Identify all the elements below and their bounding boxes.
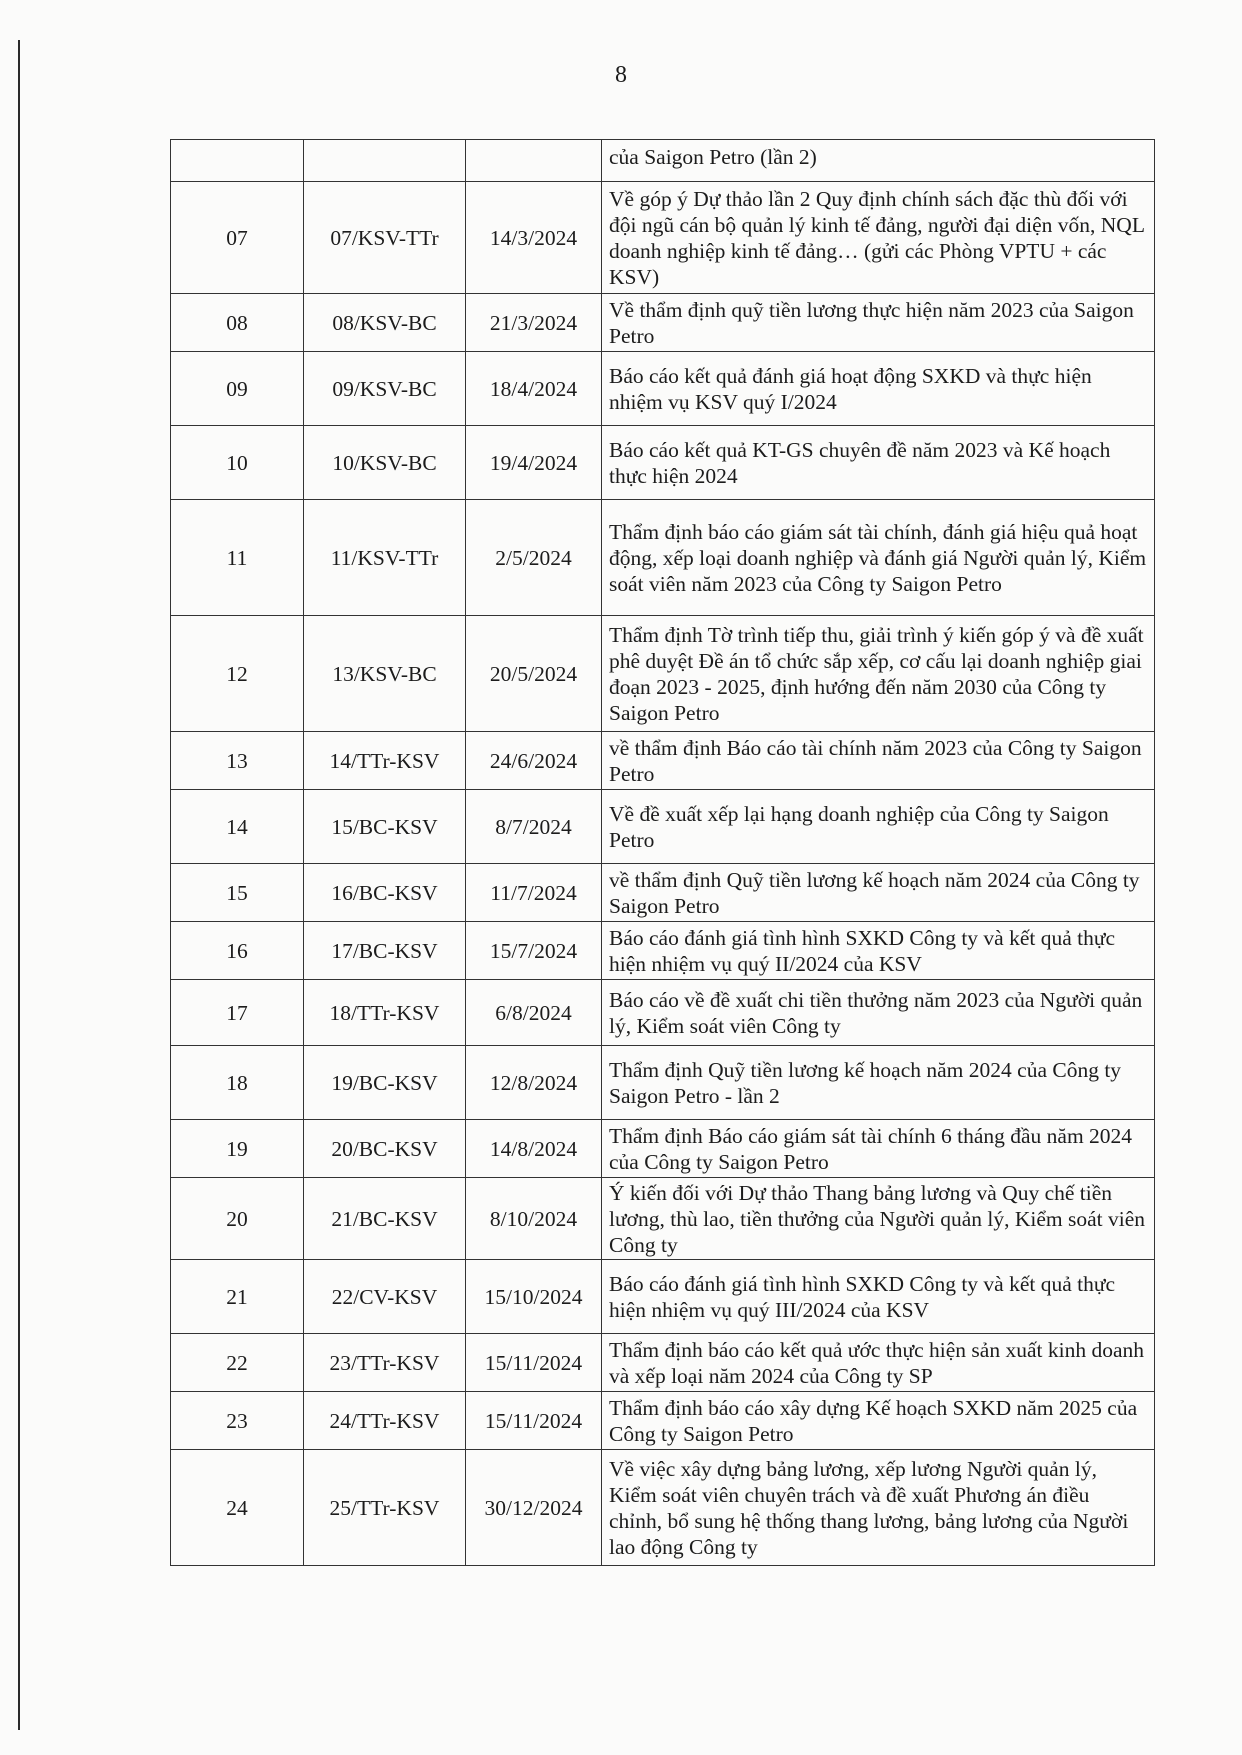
cell-stt: 16	[171, 922, 304, 980]
cell-description: của Saigon Petro (lần 2)	[602, 140, 1155, 182]
table-row	[171, 1178, 1155, 1260]
cell-document-number: 20/BC-KSV	[304, 1120, 466, 1178]
cell-document-number: 19/BC-KSV	[304, 1046, 466, 1120]
cell-description: Thẩm định Quỹ tiền lương kế hoạch năm 2024 của Công ty Saigon Petro - lần 2	[602, 1046, 1155, 1120]
cell-document-number: 24/TTr-KSV	[304, 1392, 466, 1450]
cell-date: 15/7/2024	[466, 922, 602, 980]
cell-date: 24/6/2024	[466, 732, 602, 790]
cell-description: Về đề xuất xếp lại hạng doanh nghiệp của Công ty Saigon Petro	[602, 790, 1155, 864]
cell-date: 15/11/2024	[466, 1334, 602, 1392]
table-row	[171, 500, 1155, 616]
cell-description: Về góp ý Dự thảo lần 2 Quy định chính sách đặc thù đối với đội ngũ cán bộ quản lý kinh tế đảng, người đại diện vốn, NQL doanh nghiệp kinh tế đảng… (gửi các Phòng VPTU + các KSV)	[602, 182, 1155, 294]
cell-description: Về việc xây dựng bảng lương, xếp lương Người quản lý, Kiểm soát viên chuyên trách và đề xuất Phương án điều chỉnh, bổ sung hệ thống thang lương, bảng lương của Người lao động Công ty	[602, 1450, 1155, 1566]
table-row	[171, 732, 1155, 790]
left-margin-rule	[18, 40, 20, 1730]
cell-document-number: 14/TTr-KSV	[304, 732, 466, 790]
cell-description: Thẩm định báo cáo giám sát tài chính, đánh giá hiệu quả hoạt động, xếp loại doanh nghiệp và đánh giá Người quản lý, Kiểm soát viên năm 2023 của Công ty Saigon Petro	[602, 500, 1155, 616]
cell-document-number: 16/BC-KSV	[304, 864, 466, 922]
cell-description: Báo cáo kết quả KT-GS chuyên đề năm 2023 và Kế hoạch thực hiện 2024	[602, 426, 1155, 500]
cell-document-number: 17/BC-KSV	[304, 922, 466, 980]
cell-description: Báo cáo về đề xuất chi tiền thưởng năm 2023 của Người quản lý, Kiểm soát viên Công ty	[602, 980, 1155, 1046]
table-row	[171, 1334, 1155, 1392]
cell-description: Thẩm định Báo cáo giám sát tài chính 6 tháng đầu năm 2024 của Công ty Saigon Petro	[602, 1120, 1155, 1178]
cell-date: 8/7/2024	[466, 790, 602, 864]
cell-stt: 09	[171, 352, 304, 426]
cell-date: 6/8/2024	[466, 980, 602, 1046]
cell-stt: 11	[171, 500, 304, 616]
cell-document-number: 09/KSV-BC	[304, 352, 466, 426]
cell-date: 20/5/2024	[466, 616, 602, 732]
table-row	[171, 140, 1155, 182]
cell-description: Ý kiến đối với Dự thảo Thang bảng lương và Quy chế tiền lương, thù lao, tiền thưởng của Người quản lý, Kiểm soát viên Công ty	[602, 1178, 1155, 1260]
table-row	[171, 352, 1155, 426]
cell-date: 18/4/2024	[466, 352, 602, 426]
cell-stt: 19	[171, 1120, 304, 1178]
cell-stt: 20	[171, 1178, 304, 1260]
table-row	[171, 1046, 1155, 1120]
cell-date: 12/8/2024	[466, 1046, 602, 1120]
cell-document-number: 11/KSV-TTr	[304, 500, 466, 616]
cell-description: Thẩm định báo cáo xây dựng Kế hoạch SXKD năm 2025 của Công ty Saigon Petro	[602, 1392, 1155, 1450]
cell-stt: 17	[171, 980, 304, 1046]
cell-stt: 21	[171, 1260, 304, 1334]
cell-document-number: 18/TTr-KSV	[304, 980, 466, 1046]
cell-stt: 15	[171, 864, 304, 922]
table-row	[171, 922, 1155, 980]
cell-date: 14/3/2024	[466, 182, 602, 294]
cell-document-number: 22/CV-KSV	[304, 1260, 466, 1334]
cell-date: 21/3/2024	[466, 294, 602, 352]
page-number: 8	[615, 62, 627, 88]
cell-document-number: 13/KSV-BC	[304, 616, 466, 732]
cell-date: 15/10/2024	[466, 1260, 602, 1334]
cell-document-number: 08/KSV-BC	[304, 294, 466, 352]
cell-stt: 08	[171, 294, 304, 352]
document-register-table	[170, 139, 1155, 1566]
faded-stamp-mark	[2, 650, 62, 850]
cell-stt: 12	[171, 616, 304, 732]
table-row	[171, 294, 1155, 352]
cell-description: về thẩm định Báo cáo tài chính năm 2023 của Công ty Saigon Petro	[602, 732, 1155, 790]
cell-date: 19/4/2024	[466, 426, 602, 500]
table-row	[171, 790, 1155, 864]
table-row	[171, 1392, 1155, 1450]
cell-description: Về thẩm định quỹ tiền lương thực hiện năm 2023 của Saigon Petro	[602, 294, 1155, 352]
cell-description: Báo cáo đánh giá tình hình SXKD Công ty và kết quả thực hiện nhiệm vụ quý III/2024 của KSV	[602, 1260, 1155, 1334]
cell-date: 14/8/2024	[466, 1120, 602, 1178]
cell-stt: 13	[171, 732, 304, 790]
cell-date: 2/5/2024	[466, 500, 602, 616]
cell-document-number: 10/KSV-BC	[304, 426, 466, 500]
cell-description: Báo cáo kết quả đánh giá hoạt động SXKD và thực hiện nhiệm vụ KSV quý I/2024	[602, 352, 1155, 426]
cell-document-number: 21/BC-KSV	[304, 1178, 466, 1260]
cell-description: về thẩm định Quỹ tiền lương kế hoạch năm 2024 của Công ty Saigon Petro	[602, 864, 1155, 922]
cell-document-number: 07/KSV-TTr	[304, 182, 466, 294]
cell-date: 11/7/2024	[466, 864, 602, 922]
table-body	[171, 140, 1155, 1566]
cell-stt: 14	[171, 790, 304, 864]
table-row	[171, 864, 1155, 922]
cell-date: 15/11/2024	[466, 1392, 602, 1450]
cell-document-number	[304, 140, 466, 182]
table-row	[171, 1260, 1155, 1334]
table-row	[171, 426, 1155, 500]
cell-document-number: 15/BC-KSV	[304, 790, 466, 864]
cell-description: Báo cáo đánh giá tình hình SXKD Công ty và kết quả thực hiện nhiệm vụ quý II/2024 của KSV	[602, 922, 1155, 980]
cell-description: Thẩm định Tờ trình tiếp thu, giải trình ý kiến góp ý và đề xuất phê duyệt Đề án tổ chức sắp xếp, cơ cấu lại doanh nghiệp giai đoạn 2023 - 2025, định hướng đến năm 2030 của Công ty Saigon Petro	[602, 616, 1155, 732]
table-row	[171, 616, 1155, 732]
cell-stt: 07	[171, 182, 304, 294]
cell-stt: 23	[171, 1392, 304, 1450]
cell-stt: 18	[171, 1046, 304, 1120]
cell-stt: 24	[171, 1450, 304, 1566]
table-row	[171, 1120, 1155, 1178]
table-row	[171, 980, 1155, 1046]
table-row	[171, 182, 1155, 294]
cell-document-number: 23/TTr-KSV	[304, 1334, 466, 1392]
cell-date: 30/12/2024	[466, 1450, 602, 1566]
cell-date: 8/10/2024	[466, 1178, 602, 1260]
cell-stt: 10	[171, 426, 304, 500]
cell-document-number: 25/TTr-KSV	[304, 1450, 466, 1566]
cell-stt	[171, 140, 304, 182]
cell-stt: 22	[171, 1334, 304, 1392]
cell-date	[466, 140, 602, 182]
cell-description: Thẩm định báo cáo kết quả ước thực hiện sản xuất kinh doanh và xếp loại năm 2024 của Công ty SP	[602, 1334, 1155, 1392]
table-row	[171, 1450, 1155, 1566]
